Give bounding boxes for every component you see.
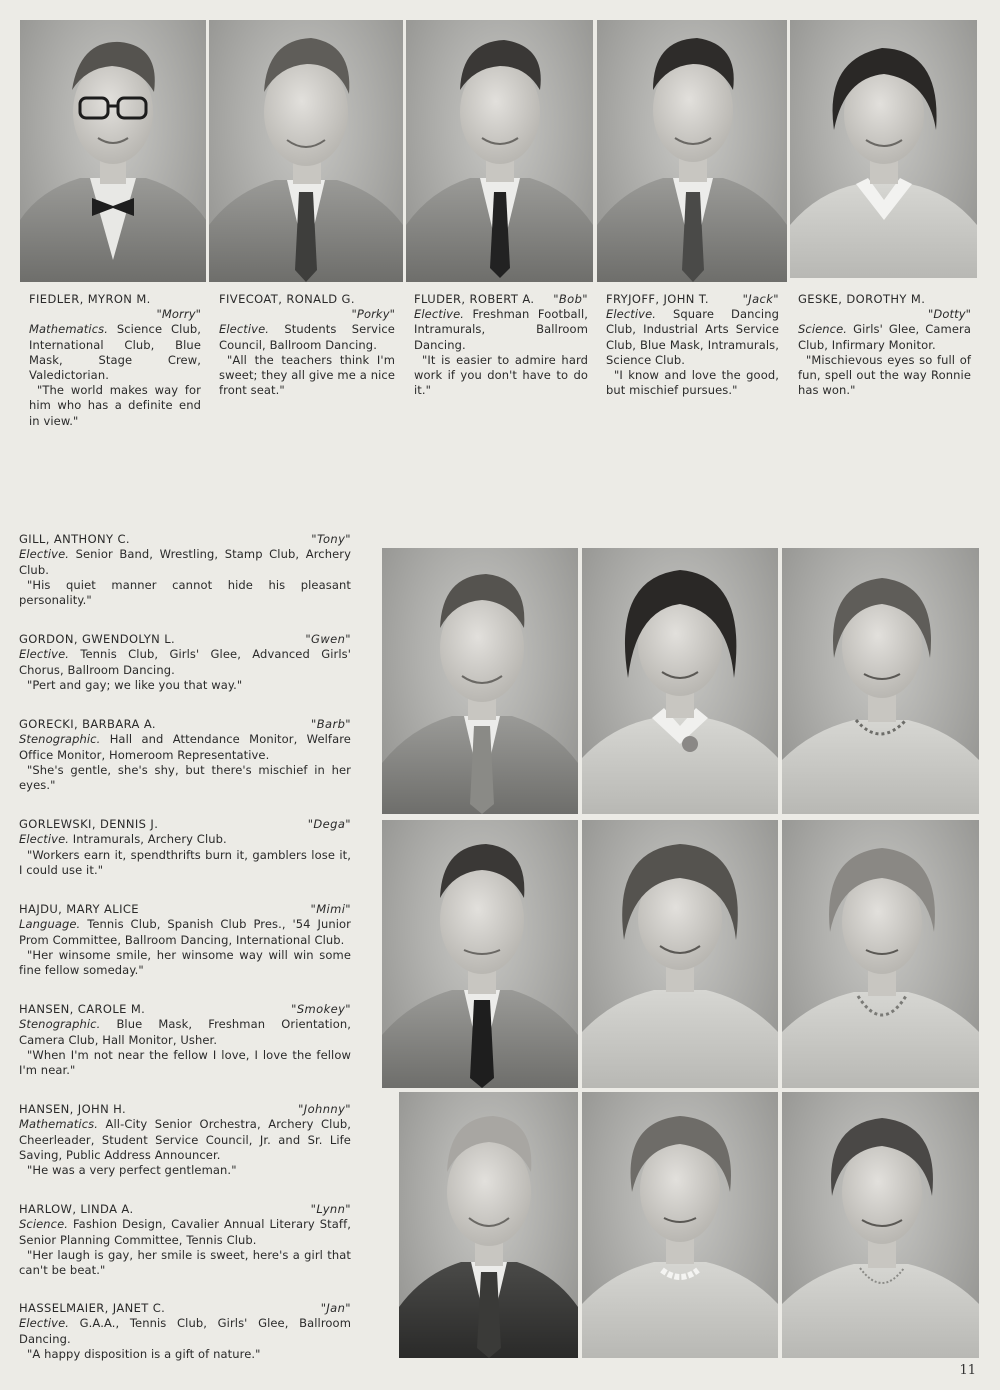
portrait-photo-hansen-carole <box>782 820 979 1088</box>
student-course: Elective. <box>19 547 69 562</box>
student-course: Science. <box>798 322 848 337</box>
student-name: GESKE, DOROTHY M. <box>798 292 926 306</box>
student-activities: Tennis Club, Spanish Club Pres., '54 Junior Prom Committee, Ballroom Dancing, International Club. <box>19 917 351 947</box>
portrait-photo-fryjoff <box>597 20 787 282</box>
student-activities: Fashion Design, Cavalier Annual Literary Staff, Senior Planning Committee, Tennis Club. <box>19 1217 351 1247</box>
student-quote: "The world makes way for him who has a definite end in view." <box>29 383 201 428</box>
portrait-photo-geske <box>790 20 977 278</box>
student-quote: "His quiet manner cannot hide his pleasant personality." <box>19 577 351 608</box>
student-activities: Hall and Attendance Monitor, Welfare Office Monitor, Homeroom Representative. <box>19 732 351 762</box>
portrait-photo-gorlewski <box>382 820 578 1088</box>
student-activities: Science Club, International Club, Blue Mask, Stage Crew, Valedictorian. <box>29 322 201 383</box>
portrait-photo-fiedler <box>20 20 206 282</box>
student-name-line <box>19 1002 351 1017</box>
student-activities: Tennis Club, Girls' Glee, Advanced Girls' Chorus, Ballroom Dancing. <box>19 647 351 677</box>
student-quote: "All the teachers think I'm sweet; they all give me a nice front seat." <box>219 352 395 398</box>
student-nickname: "Smokey" <box>291 1002 351 1016</box>
bio-harlow <box>19 1202 351 1278</box>
student-nickname: "Gwen" <box>305 632 351 646</box>
student-details <box>19 547 351 578</box>
student-name: HANSEN, CAROLE M. <box>19 1002 146 1016</box>
student-details <box>19 1017 351 1048</box>
student-name-line <box>19 717 351 732</box>
bio-hajdu <box>19 902 351 978</box>
student-quote: "Her laugh is gay, her smile is sweet, here's a girl that can't be beat." <box>19 1247 351 1278</box>
student-details <box>19 647 351 678</box>
bio-hasselmaier <box>19 1301 351 1362</box>
student-quote: "It is easier to admire hard work if you don't have to do it." <box>414 352 588 398</box>
student-details <box>19 732 351 763</box>
portrait-photo-harlow <box>582 1092 778 1358</box>
student-name: HAJDU, MARY ALICE <box>19 902 139 916</box>
student-quote: "Her winsome smile, her winsome way will win some fine fellow someday." <box>19 947 351 978</box>
bio-gorecki <box>19 717 351 793</box>
student-nickname: "Johnny" <box>298 1102 351 1116</box>
student-name: FIVECOAT, RONALD G. <box>219 292 355 306</box>
student-name-line <box>414 292 588 307</box>
bio-geske <box>798 292 971 398</box>
student-details <box>19 1316 351 1347</box>
student-name: GORDON, GWENDOLYN L. <box>19 632 176 646</box>
portrait-photo-hajdu <box>582 820 778 1088</box>
student-course: Elective. <box>219 322 269 337</box>
bio-gordon <box>19 632 351 693</box>
bio-fryjoff <box>606 292 779 398</box>
student-course: Elective. <box>414 307 464 322</box>
portrait-photo-gorecki <box>782 548 979 814</box>
student-quote: "He was a very perfect gentleman." <box>27 1163 237 1178</box>
student-activities: G.A.A., Tennis Club, Girls' Glee, Ballroom Dancing. <box>19 1316 351 1346</box>
student-quote: "Pert and gay; we like you that way." <box>27 677 243 692</box>
student-nickname: "Lynn" <box>310 1202 351 1216</box>
student-course: Stenographic. <box>19 1017 101 1032</box>
student-activities: Students Service Council, Ballroom Dancing. <box>219 322 395 352</box>
portrait-photo-hansen-john <box>399 1092 578 1358</box>
student-quote: "Workers earn it, spendthrifts burn it, gamblers lose it, I could use it." <box>19 847 351 877</box>
student-name-line <box>19 902 351 917</box>
student-details <box>19 1117 351 1163</box>
student-activities: Square Dancing Club, Industrial Arts Service Club, Blue Mask, Intramurals, Science Club. <box>606 307 779 367</box>
student-name: FRYJOFF, JOHN T. <box>606 292 709 306</box>
student-nickname: "Bob" <box>553 292 588 306</box>
portrait-photo-gordon <box>582 548 778 814</box>
student-course: Mathematics. <box>19 1117 98 1132</box>
portrait-photo-hasselmaier <box>782 1092 979 1358</box>
student-details <box>19 832 351 847</box>
student-name: HANSEN, JOHN H. <box>19 1102 127 1116</box>
student-name: FIEDLER, MYRON M. <box>29 292 151 306</box>
bio-fiedler <box>29 292 201 429</box>
student-course: Mathematics. <box>29 322 108 337</box>
student-course: Stenographic. <box>19 732 101 747</box>
student-activities: Freshman Football, Intramurals, Ballroom Dancing. <box>414 307 588 352</box>
student-name: HASSELMAIER, JANET C. <box>19 1301 166 1315</box>
student-course: Elective. <box>19 647 69 662</box>
student-name-line <box>19 1102 351 1117</box>
student-course: Elective. <box>606 307 656 322</box>
student-name-line <box>19 532 351 547</box>
student-nickname: "Jan" <box>320 1301 351 1315</box>
portrait-photo-gill <box>382 548 578 814</box>
bio-hansen-john <box>19 1102 351 1178</box>
bio-fivecoat <box>219 292 395 398</box>
student-quote: "She's gentle, she's shy, but there's mischief in her eyes." <box>19 762 351 793</box>
student-nickname: "Dega" <box>307 817 351 831</box>
student-nickname: "Dotty" <box>928 307 971 322</box>
portrait-photo-fivecoat <box>209 20 403 282</box>
bio-fluder <box>414 292 588 398</box>
student-quote: "A happy disposition is a gift of nature." <box>27 1346 261 1361</box>
student-activities: Blue Mask, Freshman Orientation, Camera Club, Hall Monitor, Usher. <box>19 1017 351 1047</box>
student-activities: Intramurals, Archery Club. <box>72 832 227 847</box>
student-nickname: "Barb" <box>311 717 351 731</box>
student-details <box>19 917 351 948</box>
student-activities: All-City Senior Orchestra, Archery Club, Cheerleader, Student Service Council, Jr. and Sr. Life Saving, Public Address Announcer. <box>19 1117 351 1162</box>
student-quote: "I know and love the good, but mischief pursues." <box>606 368 779 398</box>
student-name: GILL, ANTHONY C. <box>19 532 130 546</box>
student-nickname: "Morry" <box>156 307 201 322</box>
student-activities: Senior Band, Wrestling, Stamp Club, Archery Club. <box>19 547 351 577</box>
student-nickname: "Tony" <box>311 532 351 546</box>
student-course: Language. <box>19 917 81 932</box>
student-nickname: "Mimi" <box>310 902 351 916</box>
student-name-line <box>19 1301 351 1316</box>
student-nickname: "Porky" <box>351 307 395 322</box>
student-name: HARLOW, LINDA A. <box>19 1202 134 1216</box>
student-course: Science. <box>19 1217 69 1232</box>
student-name-line <box>606 292 779 307</box>
portrait-photo-fluder <box>406 20 593 282</box>
student-details <box>19 1217 351 1248</box>
bio-gorlewski <box>19 817 351 878</box>
student-name-line <box>19 817 351 832</box>
student-name: GORECKI, BARBARA A. <box>19 717 156 731</box>
student-name: FLUDER, ROBERT A. <box>414 292 535 306</box>
page-number: 11 <box>959 1363 976 1378</box>
student-activities: Girls' Glee, Camera Club, Infirmary Monitor. <box>798 322 971 352</box>
student-name-line <box>19 1202 351 1217</box>
bio-hansen-carole <box>19 1002 351 1078</box>
student-name-line <box>19 632 351 647</box>
student-course: Elective. <box>19 1316 69 1331</box>
student-quote: "When I'm not near the fellow I love, I love the fellow I'm near." <box>19 1047 351 1078</box>
student-course: Elective. <box>19 832 69 847</box>
bio-gill <box>19 532 351 608</box>
student-nickname: "Jack" <box>742 292 779 306</box>
student-name: GORLEWSKI, DENNIS J. <box>19 817 159 831</box>
student-quote: "Mischievous eyes so full of fun, spell out the way Ronnie has won." <box>798 352 971 398</box>
